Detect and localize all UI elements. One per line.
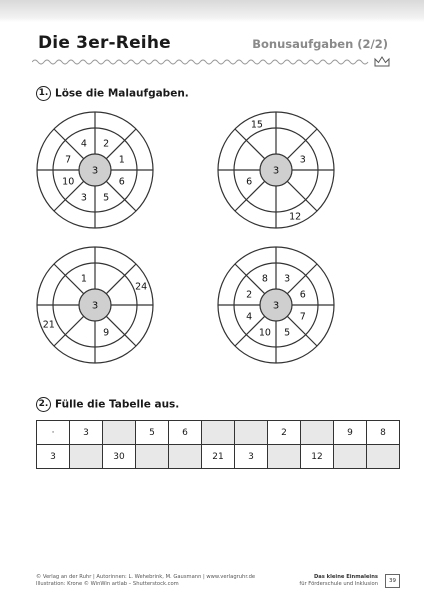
table-cell[interactable] bbox=[70, 445, 103, 469]
wheel-inner-number: 6 bbox=[299, 289, 306, 301]
table-cell: · bbox=[37, 421, 70, 445]
wheel-inner-number: 2 bbox=[246, 289, 253, 301]
wheel-inner-number: 2 bbox=[103, 138, 110, 150]
wheel-outer-number: 12 bbox=[289, 211, 302, 223]
footer-credits-line: Illustration: Krone © WinWin artlab – Shutterstock.com bbox=[36, 581, 179, 587]
wheel-inner-number: 3 bbox=[80, 192, 87, 204]
multiplication-table bbox=[36, 420, 400, 469]
table-cell[interactable] bbox=[367, 445, 400, 469]
table-cell[interactable] bbox=[301, 421, 334, 445]
table-cell[interactable] bbox=[334, 445, 367, 469]
footer-credits-line: © Verlag an der Ruhr | Autorinnen: L. Wehebrink, M. Gausmann | www.verlagruhr.de bbox=[36, 574, 256, 580]
table-row bbox=[37, 445, 400, 469]
page-subtitle: Bonusaufgaben (2/2) bbox=[252, 37, 388, 51]
table-cell[interactable] bbox=[202, 421, 235, 445]
wheel-outer-number: 21 bbox=[42, 319, 55, 331]
task-1-number: 1. bbox=[36, 86, 51, 101]
table-cell: 12 bbox=[301, 445, 334, 469]
table-cell[interactable] bbox=[136, 445, 169, 469]
table-row bbox=[37, 421, 400, 445]
wheel-inner-number: 1 bbox=[118, 154, 125, 166]
wheel-inner-number: 8 bbox=[261, 273, 268, 285]
wheel-inner-number: 10 bbox=[258, 327, 271, 339]
wheel bbox=[218, 112, 334, 228]
page-number: 39 bbox=[385, 574, 400, 588]
table-cell: 6 bbox=[169, 421, 202, 445]
footer-book-subtitle-line: für Förderschule und Inklusion bbox=[299, 581, 378, 587]
table-cell[interactable] bbox=[169, 445, 202, 469]
table-cell: 9 bbox=[334, 421, 367, 445]
wheel-outer-number: 15 bbox=[250, 119, 263, 131]
wheel-center-number: 3 bbox=[272, 165, 280, 177]
wheel-inner-number: 10 bbox=[62, 176, 75, 188]
wheel-inner-number: 7 bbox=[65, 154, 72, 166]
footer-book-title-line: Das kleine Einmaleins bbox=[313, 574, 378, 580]
table-cell[interactable] bbox=[268, 445, 301, 469]
wheel-inner-number: 3 bbox=[299, 154, 306, 166]
wheel-center-number: 3 bbox=[91, 165, 99, 177]
wheel-inner-number: 4 bbox=[246, 311, 253, 323]
wheel-inner-number: 7 bbox=[299, 311, 306, 323]
wheel bbox=[37, 112, 153, 228]
wheel-inner-number: 4 bbox=[80, 138, 87, 150]
task-1-text: Löse die Malaufgaben. bbox=[55, 87, 189, 100]
wheel bbox=[218, 247, 334, 363]
wheel-inner-number: 6 bbox=[246, 176, 253, 188]
footer-book-title bbox=[299, 574, 378, 588]
table-cell[interactable] bbox=[103, 421, 136, 445]
table-cell: 5 bbox=[136, 421, 169, 445]
wheel-inner-number: 5 bbox=[103, 192, 110, 204]
task-2-text: Fülle die Tabelle aus. bbox=[55, 398, 180, 411]
table-cell: 21 bbox=[202, 445, 235, 469]
footer-credits bbox=[36, 574, 255, 588]
table-cell[interactable] bbox=[235, 421, 268, 445]
wheel-inner-number: 6 bbox=[118, 176, 125, 188]
page-title: Die 3er-Reihe bbox=[38, 33, 171, 53]
wheel-inner-number: 5 bbox=[284, 327, 291, 339]
wheel-inner-number: 3 bbox=[284, 273, 291, 285]
task-2-number: 2. bbox=[36, 397, 51, 412]
wheel bbox=[37, 247, 153, 363]
table-cell: 30 bbox=[103, 445, 136, 469]
wheel-inner-number: 1 bbox=[80, 273, 87, 285]
table-cell: 3 bbox=[235, 445, 268, 469]
task-2-heading bbox=[36, 397, 179, 412]
wheel-center-number: 3 bbox=[91, 300, 99, 312]
wheel-center-number: 3 bbox=[272, 300, 280, 312]
table-cell: 3 bbox=[37, 445, 70, 469]
table-cell: 8 bbox=[367, 421, 400, 445]
table-cell: 2 bbox=[268, 421, 301, 445]
wheel-outer-number: 24 bbox=[135, 281, 148, 293]
wheel-inner-number: 9 bbox=[103, 327, 110, 339]
table-cell: 3 bbox=[70, 421, 103, 445]
